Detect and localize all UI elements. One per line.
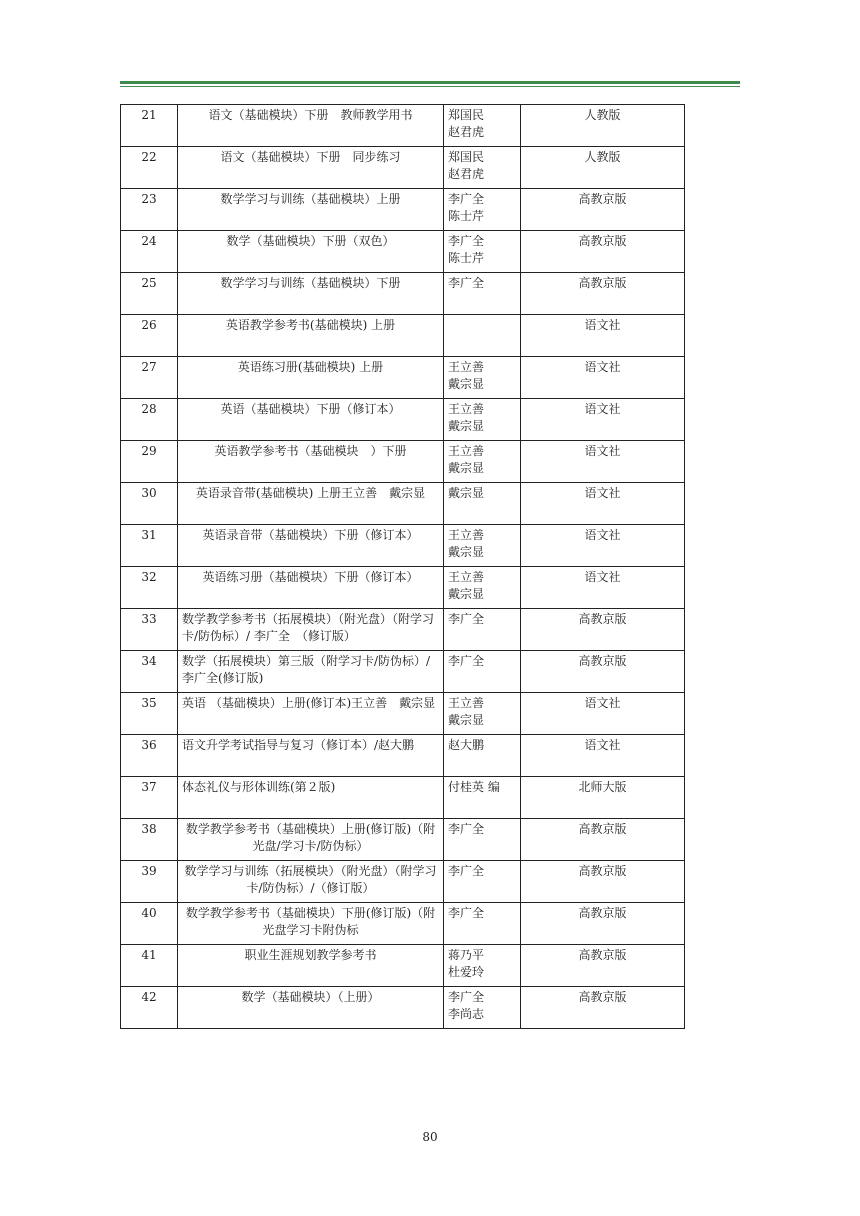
table-row [121,483,685,525]
row-number: 36 [121,735,178,777]
book-publisher: 人教版 [521,105,685,147]
table-row [121,777,685,819]
book-author: 赵大鹏 [444,735,521,777]
book-title: 数学教学参考书（基础模块）下册(修订版)（附光盘学习卡附伪标 [178,903,444,945]
table-row [121,315,685,357]
book-author [444,315,521,357]
table-row [121,525,685,567]
book-title: 英语练习册(基础模块) 上册 [178,357,444,399]
book-publisher: 高教京版 [521,231,685,273]
row-number: 38 [121,819,178,861]
book-author: 李广全 [444,609,521,651]
book-title: 数学教学参考书（基础模块）上册(修订版)（附光盘/学习卡/防伪标） [178,819,444,861]
table-row [121,945,685,987]
book-title: 英语 （基础模块）上册(修订本)王立善 戴宗显 [178,693,444,735]
book-title: 英语教学参考书(基础模块) 上册 [178,315,444,357]
book-title: 英语教学参考书（基础模块 ）下册 [178,441,444,483]
book-author: 李广全 [444,903,521,945]
table-row [121,693,685,735]
book-publisher: 语文社 [521,735,685,777]
book-title: 语文（基础模块）下册 教师教学用书 [178,105,444,147]
book-author: 付桂英 编 [444,777,521,819]
table-row [121,609,685,651]
book-publisher: 语文社 [521,315,685,357]
book-author: 郑国民 赵君虎 [444,147,521,189]
row-number: 24 [121,231,178,273]
table-row [121,357,685,399]
book-publisher: 语文社 [521,483,685,525]
row-number: 23 [121,189,178,231]
book-title: 数学（基础模块）下册（双色） [178,231,444,273]
book-publisher: 语文社 [521,441,685,483]
table-row [121,567,685,609]
book-publisher: 语文社 [521,525,685,567]
book-publisher: 高教京版 [521,861,685,903]
row-number: 26 [121,315,178,357]
table-row [121,189,685,231]
row-number: 40 [121,903,178,945]
table-row [121,819,685,861]
book-author: 李广全 李尚志 [444,987,521,1029]
book-author: 李广全 [444,819,521,861]
book-title: 数学（拓展模块）第三版（附学习卡/防伪标）/李广全(修订版) [178,651,444,693]
book-publisher: 语文社 [521,567,685,609]
table-row [121,231,685,273]
book-author: 李广全 陈士芹 [444,231,521,273]
book-author: 王立善 戴宗显 [444,357,521,399]
row-number: 42 [121,987,178,1029]
row-number: 31 [121,525,178,567]
row-number: 25 [121,273,178,315]
row-number: 29 [121,441,178,483]
table-row [121,441,685,483]
book-title: 语文（基础模块）下册 同步练习 [178,147,444,189]
row-number: 33 [121,609,178,651]
book-author: 王立善 戴宗显 [444,693,521,735]
row-number: 22 [121,147,178,189]
book-publisher: 高教京版 [521,609,685,651]
book-title: 数学学习与训练（拓展模块）（附光盘）（附学习卡/防伪标）/（修订版） [178,861,444,903]
book-author: 王立善 戴宗显 [444,567,521,609]
row-number: 27 [121,357,178,399]
book-publisher: 高教京版 [521,987,685,1029]
book-publisher: 北师大版 [521,777,685,819]
table-row [121,987,685,1029]
book-publisher: 高教京版 [521,945,685,987]
book-title: 职业生涯规划教学参考书 [178,945,444,987]
book-publisher: 人教版 [521,147,685,189]
row-number: 21 [121,105,178,147]
book-author: 郑国民 赵君虎 [444,105,521,147]
book-publisher: 高教京版 [521,903,685,945]
book-author: 李广全 [444,861,521,903]
book-author: 戴宗显 [444,483,521,525]
book-publisher: 高教京版 [521,651,685,693]
book-publisher: 语文社 [521,357,685,399]
book-publisher: 高教京版 [521,273,685,315]
book-title: 英语录音带（基础模块）下册（修订本） [178,525,444,567]
book-title: 数学学习与训练（基础模块）上册 [178,189,444,231]
book-author: 王立善 戴宗显 [444,441,521,483]
table-row [121,651,685,693]
row-number: 35 [121,693,178,735]
book-title: 体态礼仪与形体训练(第２版) [178,777,444,819]
row-number: 41 [121,945,178,987]
row-number: 37 [121,777,178,819]
book-publisher: 高教京版 [521,189,685,231]
book-author: 蒋乃平 杜爱玲 [444,945,521,987]
header-rule-thin [120,86,740,87]
book-title: 语文升学考试指导与复习（修订本）/赵大鹏 [178,735,444,777]
book-title: 英语（基础模块）下册（修订本） [178,399,444,441]
row-number: 28 [121,399,178,441]
book-title: 英语录音带(基础模块) 上册王立善 戴宗显 [178,483,444,525]
book-publisher: 语文社 [521,399,685,441]
header-rule-thick [120,81,740,84]
table-row [121,147,685,189]
row-number: 39 [121,861,178,903]
table-row [121,903,685,945]
book-title: 数学学习与训练（基础模块）下册 [178,273,444,315]
book-author: 李广全 [444,651,521,693]
book-title: 英语练习册（基础模块）下册（修订本） [178,567,444,609]
table-row [121,861,685,903]
book-publisher: 语文社 [521,693,685,735]
textbook-table [120,104,685,1029]
book-author: 王立善 戴宗显 [444,525,521,567]
table-row [121,105,685,147]
book-author: 李广全 [444,273,521,315]
row-number: 30 [121,483,178,525]
book-publisher: 高教京版 [521,819,685,861]
table-row [121,273,685,315]
book-author: 王立善 戴宗显 [444,399,521,441]
book-title: 数学教学参考书（拓展模块）（附光盘）（附学习卡/防伪标）/ 李广全 （修订版） [178,609,444,651]
page-number: 80 [422,1130,438,1144]
row-number: 32 [121,567,178,609]
book-author: 李广全 陈士芹 [444,189,521,231]
book-title: 数学（基础模块）（上册） [178,987,444,1029]
table-row [121,735,685,777]
table-row [121,399,685,441]
row-number: 34 [121,651,178,693]
